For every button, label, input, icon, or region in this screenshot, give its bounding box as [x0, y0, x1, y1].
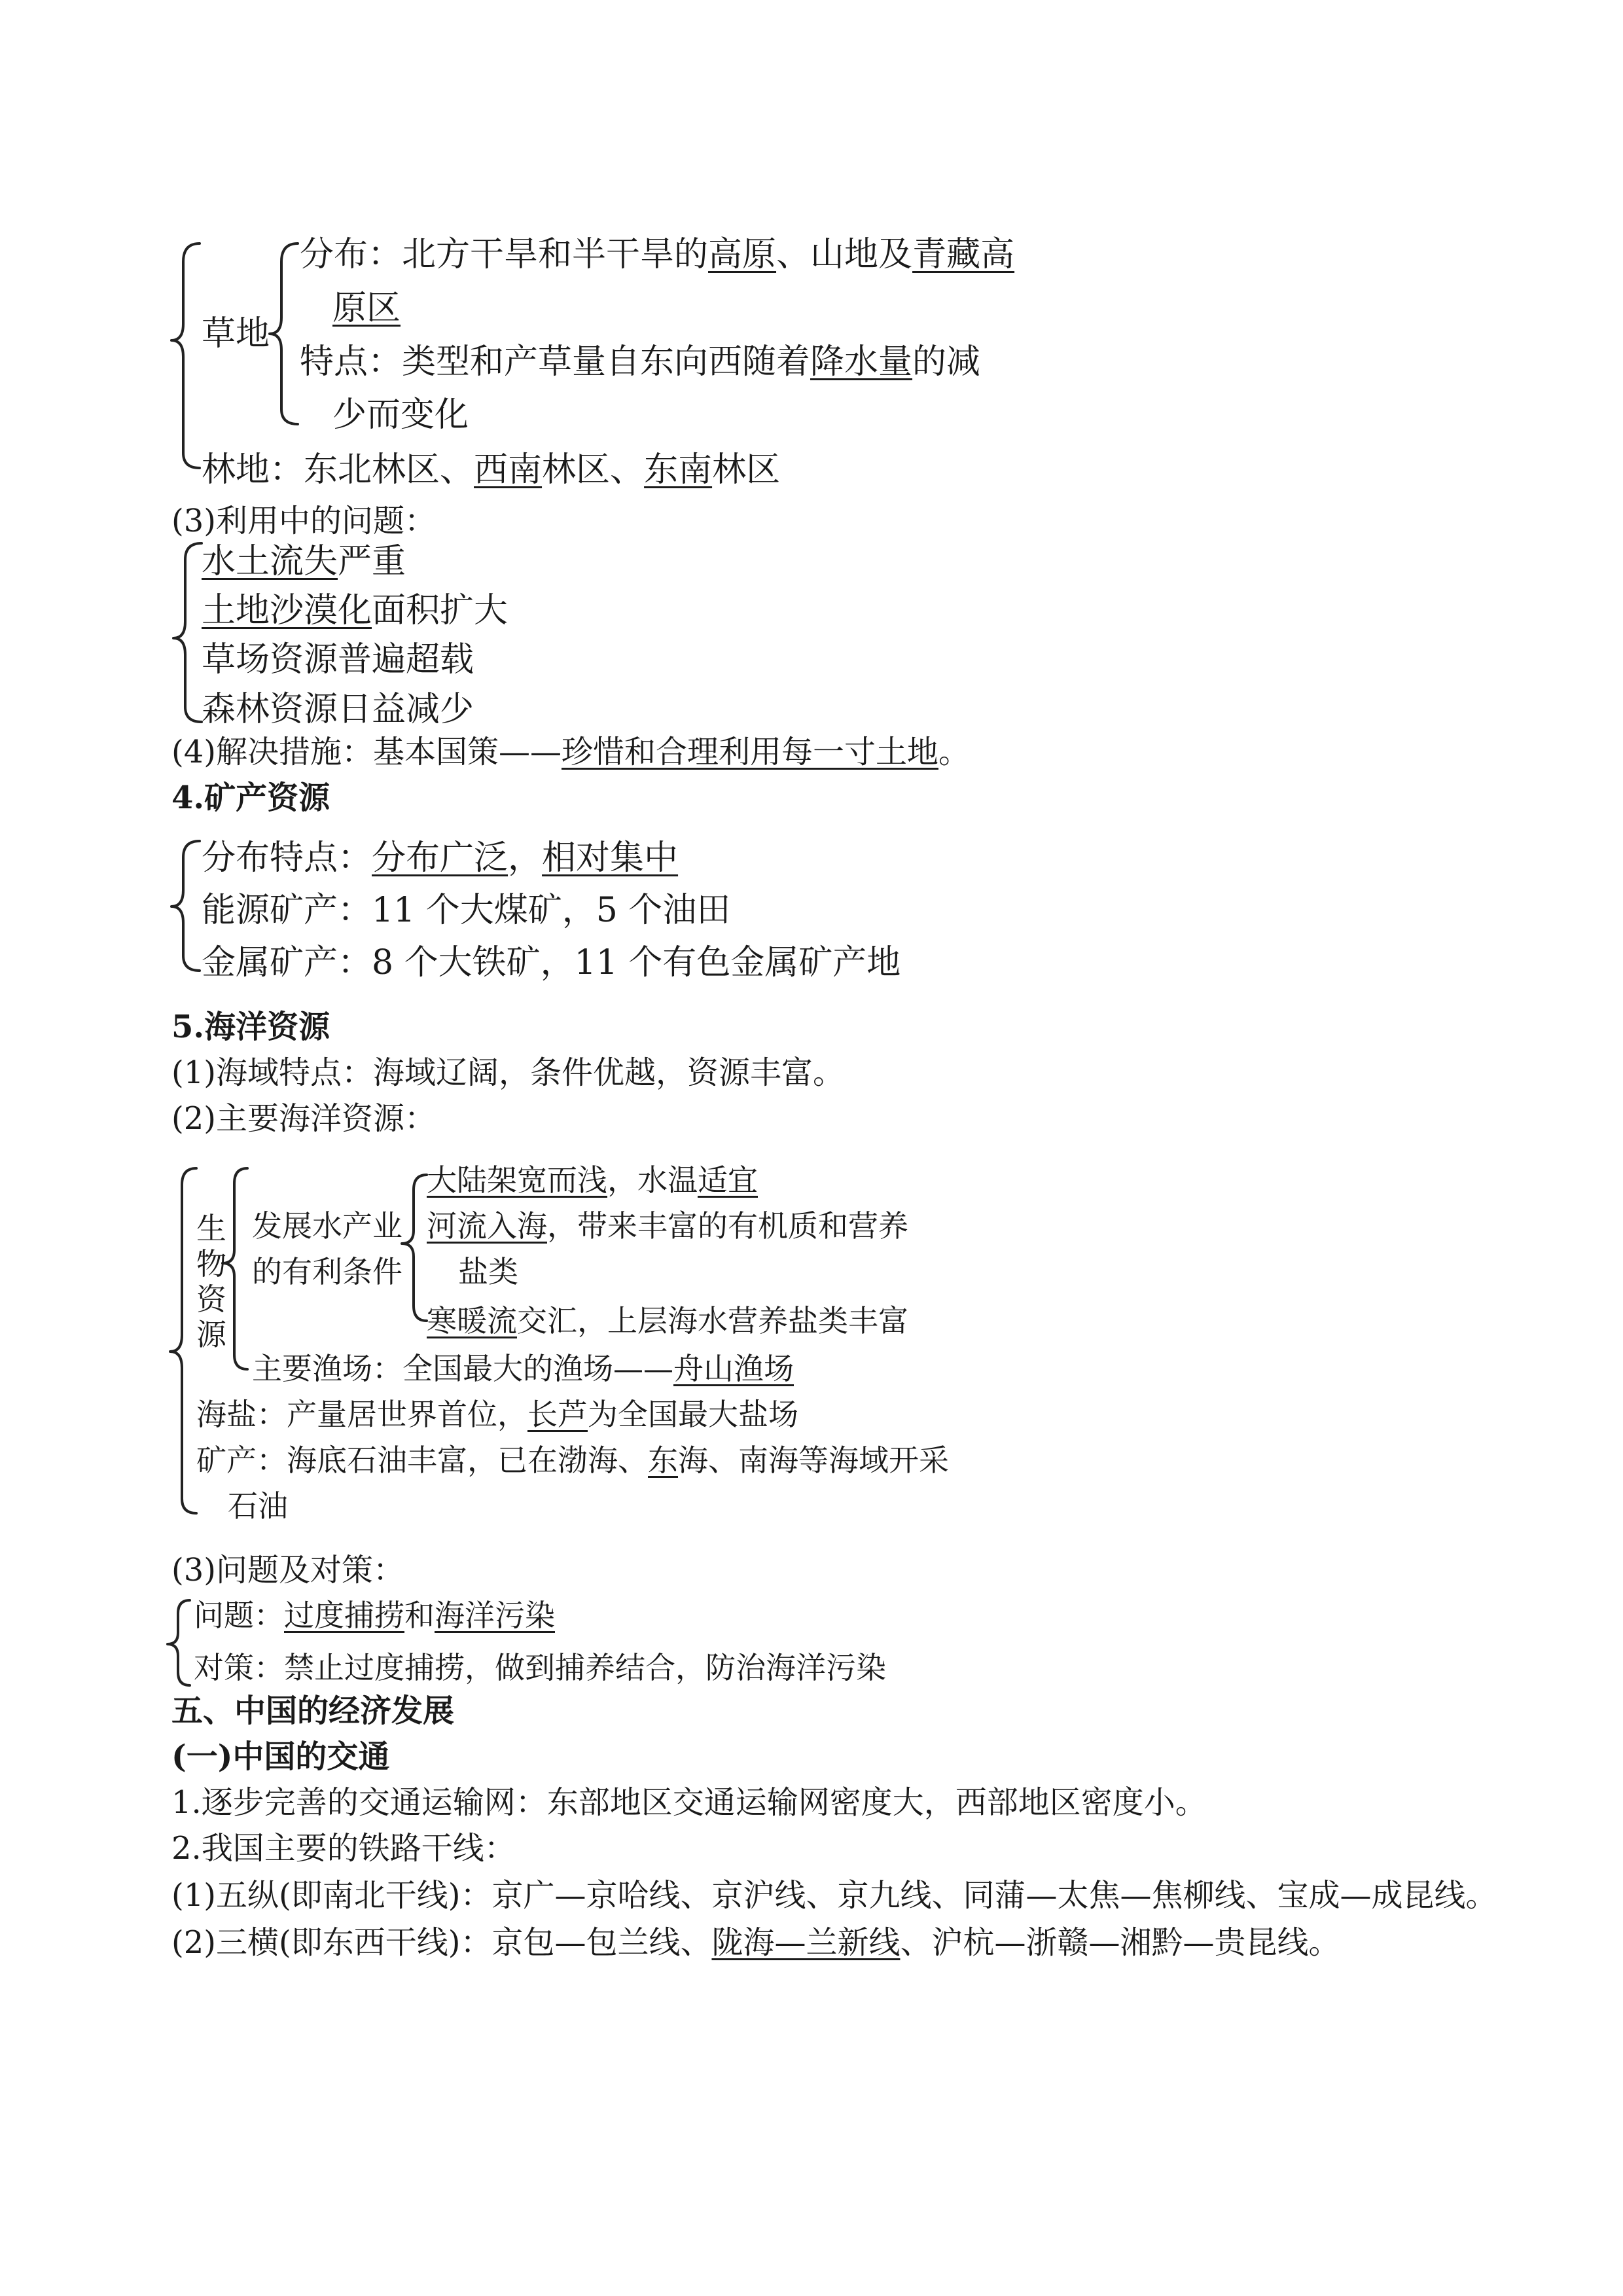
problem-item-2 — [202, 591, 508, 630]
sea-minerals — [196, 1443, 949, 1478]
ocean-outer-brace — [170, 1168, 196, 1513]
measures-underline: 珍惜和合理利用每一寸土地 — [562, 734, 939, 770]
condition-2 — [427, 1208, 908, 1244]
fishing-ground — [252, 1351, 794, 1386]
problem-item-1 — [202, 542, 406, 581]
sea-minerals-text-1: 矿产：海底石油丰富，已在渤海、 — [196, 1443, 648, 1478]
condition-3 — [427, 1303, 908, 1338]
grassland-distribution — [300, 235, 1015, 274]
salt-text: 海盐：产量居世界首位， — [196, 1397, 527, 1432]
transport-line-2: 2.我国主要的铁路干线： — [171, 1830, 516, 1867]
condition-2-text: ，带来丰富的有机质和营养 — [547, 1208, 908, 1244]
fishing-text: 主要渔场：全国最大的渔场—— — [252, 1351, 673, 1386]
transport-l4-underline: 陇海—兰新线 — [711, 1924, 901, 1961]
problem-item-3: 草场资源普遍超载 — [202, 640, 474, 679]
conditions-label-2: 的有利条件 — [252, 1254, 402, 1289]
forest-text-2: 林区、 — [542, 450, 645, 490]
minerals-r1-underline-1: 分布广泛 — [372, 838, 508, 878]
issues-q-text: 和 — [404, 1598, 435, 1633]
feat-underline: 降水量 — [810, 342, 913, 382]
problems-heading: (3)利用中的问题： — [171, 503, 436, 539]
problem-item-4: 森林资源日益减少 — [202, 690, 474, 729]
grassland-feature-cont: 少而变化 — [332, 395, 469, 435]
fishing-underline: 舟山渔场 — [673, 1351, 794, 1386]
measures-post: 。 — [938, 734, 971, 770]
issues-brace — [168, 1600, 190, 1685]
forest-text-3: 林区 — [712, 450, 781, 490]
minerals-heading: 4.矿产资源 — [171, 780, 330, 816]
condition-1-underline: 大陆架宽而浅 — [427, 1162, 607, 1198]
minerals-r1-label: 分布特点： — [202, 838, 372, 878]
measures-line — [171, 736, 970, 768]
condition-2-underline: 河流入海 — [427, 1208, 547, 1244]
minerals-row-2: 能源矿产：11 个大煤矿，5 个油田 — [202, 891, 731, 930]
issues-q-underline-2: 海洋污染 — [435, 1598, 555, 1633]
minerals-row-1 — [202, 838, 679, 878]
sea-minerals-underline: 东 — [648, 1443, 678, 1478]
bio-resource-label: 生物资源 — [196, 1211, 226, 1352]
measures-pre: (4)解决措施：基本国策—— — [171, 734, 562, 770]
sea-minerals-cont: 石油 — [228, 1488, 288, 1524]
minerals-row-3: 金属矿产：8 个大铁矿，11 个有色金属矿产地 — [202, 943, 901, 982]
issues-question — [194, 1598, 555, 1633]
minerals-r1-sep: ， — [508, 838, 543, 878]
dist-underline-1: 高原 — [708, 235, 777, 274]
dist-label: 分布： — [300, 235, 402, 274]
transport-line-4 — [171, 1924, 1340, 1961]
minerals-r1-underline-2: 相对集中 — [542, 838, 679, 878]
land-outer-brace — [171, 243, 200, 468]
condition-3-underline: 寒暖流 — [427, 1303, 517, 1338]
forest-line — [202, 450, 781, 490]
problem-2-text: 面积扩大 — [372, 591, 508, 630]
ocean-heading: 5.海洋资源 — [171, 1009, 330, 1045]
condition-1-underline-2: 适宜 — [698, 1162, 758, 1198]
problem-1-underline: 水土流失 — [202, 542, 338, 581]
grass-inner-brace — [270, 243, 298, 424]
ocean-line-2: (2)主要海洋资源： — [171, 1100, 436, 1137]
dist-underline-3: 原区 — [332, 289, 401, 328]
dist-text: 北方干旱和半干旱的 — [402, 235, 709, 274]
condition-1 — [427, 1162, 758, 1198]
condition-3-text: 交汇，上层海水营养盐类丰富 — [517, 1303, 908, 1338]
conditions-brace — [402, 1175, 427, 1321]
forest-underline-1: 西南 — [474, 450, 543, 490]
grassland-feature — [300, 342, 981, 382]
transport-subheading: (一)中国的交通 — [171, 1738, 390, 1775]
feat-post: 的减 — [912, 342, 981, 382]
transport-l4-post: 、沪杭—浙赣—湘黔—贵昆线。 — [900, 1924, 1340, 1961]
forest-text-1: 东北林区、 — [304, 450, 474, 490]
issues-heading: (3)问题及对策： — [171, 1552, 404, 1588]
transport-line-1: 1.逐步完善的交通运输网：东部地区交通运输网密度大，西部地区密度小。 — [171, 1784, 1207, 1821]
issues-q-label: 问题： — [194, 1598, 284, 1633]
minerals-brace — [171, 841, 200, 971]
ocean-line-1: (1)海域特点：海域辽阔，条件优越，资源丰富。 — [171, 1054, 844, 1091]
condition-1-text: ，水温 — [607, 1162, 698, 1198]
dist-mid: 、山地及 — [776, 235, 913, 274]
transport-l4-pre: (2)三横(即东西干线)：京包—包兰线、 — [171, 1924, 712, 1961]
forest-underline-2: 东南 — [644, 450, 713, 490]
grassland-distribution-cont — [332, 289, 401, 328]
grassland-label: 草地 — [202, 314, 270, 353]
salt-text-2: 为全国最大盐场 — [588, 1397, 798, 1432]
sea-salt — [196, 1397, 798, 1432]
problems-brace — [173, 543, 202, 722]
problem-2-underline: 土地沙漠化 — [202, 591, 372, 630]
issues-answer: 对策：禁止过度捕捞，做到捕养结合，防治海洋污染 — [194, 1650, 886, 1685]
economy-heading: 五、中国的经济发展 — [171, 1693, 455, 1729]
transport-line-3: (1)五纵(即南北干线)：京广—京哈线、京沪线、京九线、同蒲—太焦—焦柳线、宝成—成昆线。 — [171, 1877, 1497, 1914]
issues-q-underline-1: 过度捕捞 — [284, 1598, 404, 1633]
conditions-label-1: 发展水产业 — [252, 1208, 402, 1244]
salt-underline: 长芦 — [527, 1397, 588, 1432]
sea-minerals-text-2: 海、南海等海域开采 — [678, 1443, 949, 1478]
problem-1-text: 严重 — [338, 542, 406, 581]
feat-text: 类型和产草量自东向西随着 — [402, 342, 811, 382]
forest-label: 林地： — [202, 450, 304, 490]
feat-label: 特点： — [300, 342, 402, 382]
dist-underline-2: 青藏高 — [912, 235, 1015, 274]
condition-2-cont: 盐类 — [458, 1254, 518, 1289]
